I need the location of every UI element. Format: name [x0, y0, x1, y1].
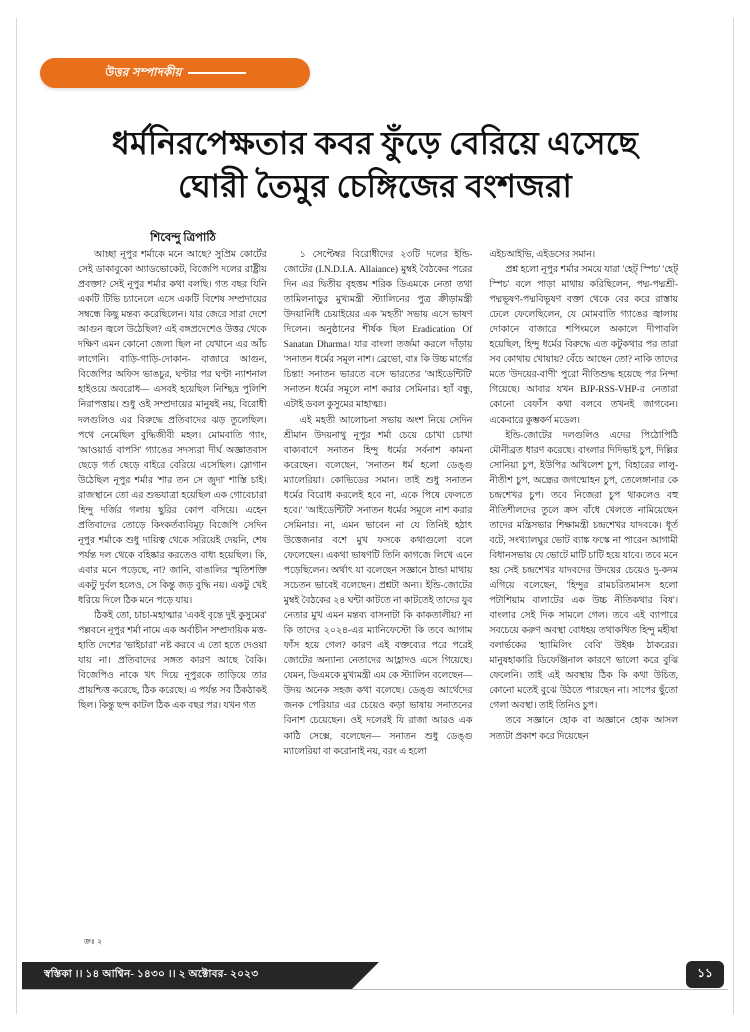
paragraph: তবে সজ্ঞানে হোক বা অজ্ঞানে হোক আসল সত্যটা প্রকাশ করে দিয়েছেন	[489, 716, 679, 742]
section-banner-rule	[188, 72, 246, 74]
section-banner-pill	[40, 58, 310, 88]
paragraph: ঠিকই তো, চাচা-মহাত্মার 'একই বৃন্তে দুই কুসুমের' পল্লবনে নূপুর শর্মা নামে এক অর্বাচীন সম্প্রদায়িক মত্ত-হাতি দেশের 'ভাইচারা' নষ্ট করবে এ তো হতে দেওয়া যায় না। প্রতিবাদের সঙ্গত কারণ আছে বৈকি। বিজেপিও নাকে খৎ দিয়ে নূপুরকে তাড়িয়ে তার প্রায়শ্চিত্ত করেছে, ঠিক করেছে। এ পর্যন্ত সব ঠিকঠাকই ছিল। কিন্তু ছন্দ কাটল ঠিক এক বছর পর। যখন গত	[78, 611, 267, 712]
body-column-3	[489, 248, 678, 745]
page-footer-bar	[22, 962, 352, 989]
article-byline: শিবেন্দু ত্রিপাঠি	[150, 232, 216, 244]
left-margin-rule	[16, 18, 17, 1014]
article-headline	[50, 122, 700, 208]
body-column-1	[78, 248, 267, 714]
paragraph: ১ সেপ্টেম্বর বিরোধীদের ২৩টি দলের ইন্ডি-জোটের (I.N.D.I.A. Allaiance) মুম্বই বৈঠকের পরের দিন এর দ্বিতীয় বৃহত্তম শরিক ডিএমকে নেতা তথা তামিলনাড়ুর মুখ্যমন্ত্রী স্ট্যালিনের পুত্র ক্রীড়ামন্ত্রী উদয়ানিধি চেয়াইয়ের এক 'মহতী' সভায় এসে ভাষণ দিলেন। অনুষ্ঠানের শীর্ষক ছিল Eradication Of Sanatan Dharma। যার বাংলা তর্জমা করলে দাঁড়ায় 'সনাতন ধর্মের সমূল নাশ। ব্রেভো, বাঃ কি উচ্চ মার্গের চিন্তা! সনাতন ভারতে বসে ভারতের 'আইডেন্টিটি' সনাতন ধর্মের সমূলে নাশ করার সেমিনার। হ্যাঁ বন্ধু, এটাই ডবল কুসুমের মাহাত্ম্য।	[283, 250, 473, 411]
headline-line-1: ধর্মনিরপেক্ষতার কবর ফুঁড়ে বেরিয়ে এসেছে	[111, 125, 639, 161]
article-body-columns	[78, 248, 678, 928]
section-banner-label: উত্তর সম্পাদকীয়	[104, 66, 182, 79]
paragraph: এই মহতী আলোচনা সভায় অংশ নিয়ে সেদিন শ্রীমান উদয়নাথু নূপুর শর্মা চেয়ে চোখা চোখা বাক্যবাণে সনাতন হিন্দু ধর্মের সর্বনাশ কামনা করেছেন। বলেছেন, 'সনাতন ধর্ম হলো ডেঙ্গু ম্যালেরিয়া। কোভিডের সমান। তাই শুধু সনাতন ধর্মের বিরোধ করলেই হবে না, একে পিষে ফেলতে হবে।' 'আইডেন্টিটি' সনাতন ধর্মের সমূলে নাশ করার সেমিনার। না, এমন ভাবেন না যে তিনিই হঠাৎ উত্তেজনার বশে মুখ ফসকে কথাগুলো বলে ফেলেছেন। একথা ভাষণটি তিনি কাগজে লিখে এনে পড়েছিলেন। অর্থাৎ যা বলেছেন সজ্ঞানে ঠান্ডা মাথায় সচেতন ভাবেই বলেছেন। প্রশ্নটা অন্য। ইন্ডি-জোটের মুম্বই বৈঠকের ২৪ ঘন্টা কাটতে না কাটতেই তাদের যুব নেতার মুখ এমন মন্তব্য বাসনাটা কি কাকতালীয়? না কি তাদের ২০২৪-এর ম্যানিফেস্টো কি তবে আগাম ফাঁস হয়ে গেল? কারণ এই বক্তব্যের পরে পরেই জোটের অন্যান্য নেতাদের আহ্লাদও এসে গিয়েছে। যেমন, ডিএমকে মুখ্যমন্ত্রী এম কে স্ট্যালিন বলেছেন— উদয় অনেক সহজ কথা বলেছে। ডেঙ্গু আর্থেদের জনক পেরিয়ার এর চেয়েও কড়া ভাষায় সনাতনের বিনাশ চেয়েছেন। ওই দলেরই যি রাজা আরও এক কাঠি সেক্সে, বলেছেন— সনাতন শুধু ডেঙ্গু ম্যালেরিয়া বা করোনাই নয়, বরং এ হলো	[283, 415, 473, 757]
paragraph: প্রশ্ন হলো নূপুর শর্মার সময়ে যারা 'হেট্ স্পিচ' 'হেট্ স্পিচ' বলে পাড়া মাথায় করিছিলেন, পদ্ম-পদ্মশ্রী-পদ্মভূষণ-পদ্মবিভূষণ বক্তা থেকে বের করে রাস্তায় ঢেলে ফেলেছিলেন, যে মোমবাতি গ্যাঙের জ্বালায় দোকানে বাজারে শপিংমলে অকালে দীপাবলি হয়েছিল, হিন্দু ধর্মের বিরুদ্ধে এত কটুকথার পর তারা সব কোথায় খোয়ায়? বেঁচে আছেন তো? নাকি তাদের মতে 'উদয়ের-বাণী' পুরো নীতিশুদ্ধ হয়েছে পর নিন্দা গিয়েছে। আবার যখন BJP-RSS-VHP-র নেতারা কোনো বেফাঁস কথা বলবে তখনই জাগবেন। একেবারে কুম্ভকর্ণ মডেল।	[489, 265, 679, 426]
body-column-2	[284, 248, 473, 760]
section-banner	[40, 58, 310, 88]
paragraph: ইন্ডি-জোটের দলগুলিও এদের পিঠোপিঠি মৌনীব্রত ধারণ করেছে। বাংলার দিদিভাই চুপ, দিল্লির সোনিয়া চুপ, ইউপির অখিলেশ চুপ, বিহারের লালু-নীতীশ চুপ, অন্ধ্রের জগন্মোহন চুপ, তেলেঙ্গানার কে চন্দ্রশেখর চুপ। তবে নিজেরা চুপ থাকলেও বহু নীতিশীলদের তুলে ক্রস বাঁধে খেলতে নামিয়েছেন তাদের মন্ত্রিসভার শিক্ষামন্ত্রী চন্দ্রশেখর যাদবকে। ধূর্ত বটে, সংখ্যালঘুর ভোট ব্যাঙ্ক ফস্কে না পারেন আগামী বিধানসভায় যে ভোটে মাটি চাটি হয়ে যাবে। তবে মনে হয় সেই চন্দ্রশেখর যাদবদের উদয়ের চেয়েও দু-কদম এগিয়ে বলেছেন, 'হিন্দুর রামচরিতমানস হলো পটাশিয়াম বালাটের এক উচ্চ নীতিকথার বিষ'। বাংলার সেই দিক সামলে গেল। তবে এই ব্যাপারে সবচেয়ে করুণ অবস্থা বোধহয় তথাকথিত হিন্দু মহীষা বলার্ভকের 'হ্যামিলিং বেবি' উইঞ্চ ঠাকরের। মানুষহাকারি ডিফেঞ্জিনাল কারণে ভালো করে বুঝি ফেলেনি। তাই এই অবস্থায় ঠিক কি কথা উচিত, কোনো মতেই বুঝে উঠতে পারছেন না। সাপের ছুঁতো গেলা অবস্থা। তাই তিনিও চুপ।	[489, 430, 679, 712]
page-number-badge: ১১	[686, 961, 724, 988]
right-margin-rule	[733, 18, 734, 1014]
paragraph: এইচআইভি, এইডসের সমান।	[489, 250, 596, 260]
paragraph: আচ্ছা নূপুর শর্মাকে মনে আছে? সুপ্রিম কোর্টের সেই ডাকাবুকো অ্যাডভোকেট, বিজেপি দলের রাষ্ট্রীয় প্রবক্তা? সেই নূপুর শর্মার কথা বলছি। গত বছর যিনি একটি টিভি চ্যানেলে এসে একটি বিশেষ সম্প্রদায়ের সম্বন্ধে কিছু মন্তব্য করেছিলেন। যার জেরে সারা দেশে আগুন জ্বলে উঠেছিল? এই বঙ্গপ্রদেশেও উত্তর থেকে দক্ষিণ এমন কোনো জেলা ছিল না যেখানে এর আঁচ লাগেনি। বাড়ি-গাড়ি-দোকান- বাজারে আগুন, বিজেপির অফিস ভাঙচুর, ঘণ্টার পর ঘণ্টা ন্যাশনাল হাইওয়ে অবরোধ— এসবই হয়েছিল নিশ্ছিদ্র পুলিশি নিরাপত্তায়। শুধু ওই সম্প্রদায়ের মানুষই নয়, বিরোধী দলগুলিও এর বিরুদ্ধে প্রতিবাদের ঝড় তুলেছিল। পথে নেমেছিল বুদ্ধিজীবী মহল। মোমবাতি গ্যাং, 'আওয়ার্ড বাপসি' গ্যাঙের সদস্যরা দীর্ঘ অজ্ঞাতবাস ছেড়ে গর্ত ছেড়ে বাইরে বেরিয়ে এসেছিল। স্লোগান উঠেছিল নূপুর শর্মার 'শার তন সে জুদা' শাস্তি চাই। রাজস্থানে তো এর শুভযাত্রা হয়েছিল এক গোবেচারা হিন্দু দর্জির গলায় ছুরির কোপ বসিয়ে। এহেন প্রতিবাদের তোড়ে কিংকর্তব্যবিমূঢ় বিজেপি সেদিন নূপুর শর্মাকে শুধু দায়িত্ব থেকে সরিয়েই দেয়নি, শেষ পর্যন্ত দল থেকে বহিষ্কার করতেও বাধ্য হয়েছিল। কি, এবার মনে পড়েছে, না? জানি, বাঙালির স্মৃতিশক্তি একটু দুর্বল হলেও, সে কিন্তু জড় বুদ্ধি নয়। একটু খেই ধরিয়ে দিলে ঠিক মনে পড়ে যায়।	[78, 250, 267, 607]
footer-rule	[22, 989, 728, 990]
headline-line-2: ঘোরী তৈমুর চেঙ্গিজের বংশজরা	[177, 167, 573, 204]
footer-masthead-date: স্বস্তিকা ।। ১৪ আশ্বিন- ১৪৩০ ।। ২ অক্টোবর- ২০২৩	[44, 969, 259, 980]
continuation-note: ক্রঃ ২	[84, 937, 103, 946]
